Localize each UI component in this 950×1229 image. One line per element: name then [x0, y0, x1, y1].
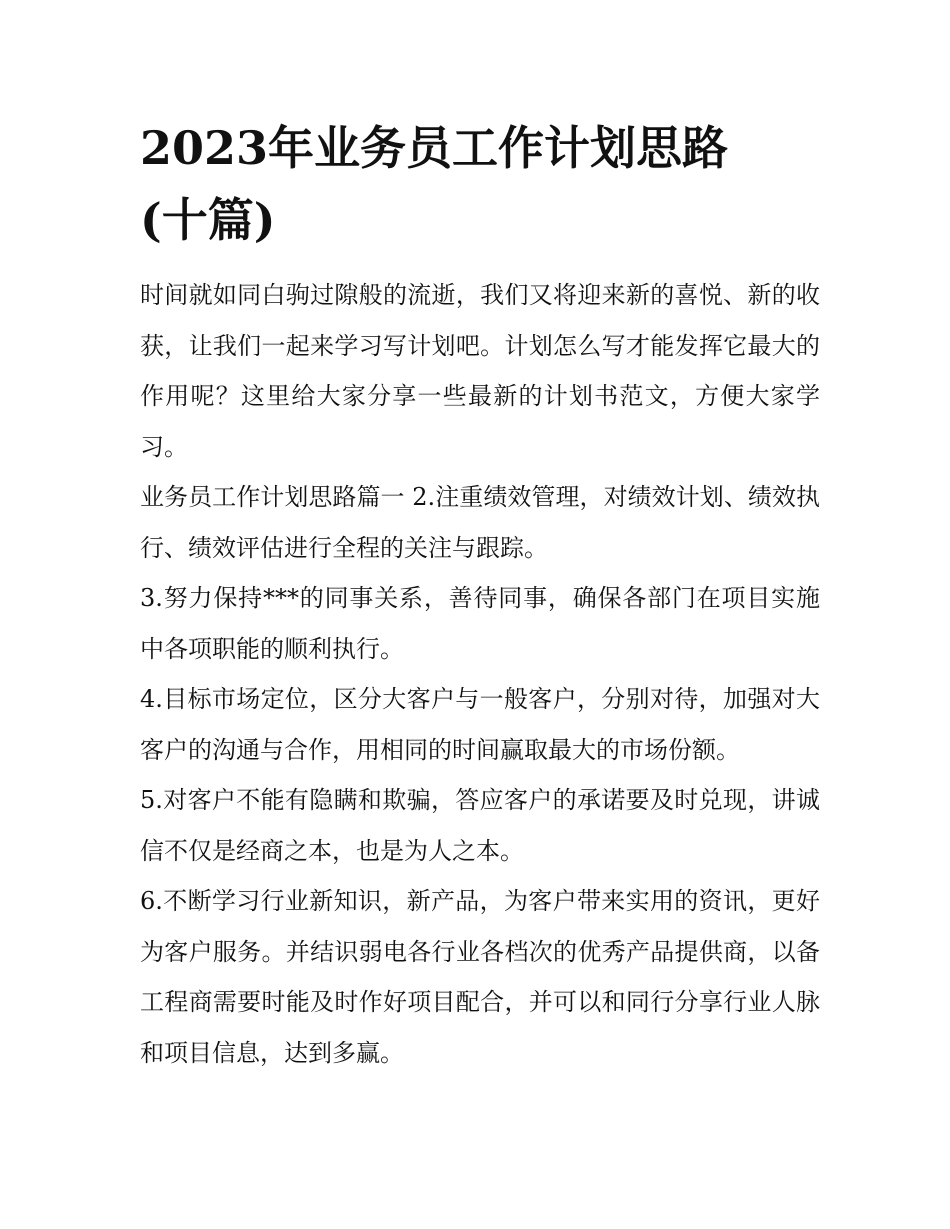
paragraph-item-4: 4.目标市场定位，区分大客户与一般客户，分别对待，加强对大客户的沟通与合作，用相同的时间赢取最大的市场份额。	[140, 685, 820, 764]
paragraph-intro: 时间就如同白驹过隙般的流逝，我们又将迎来新的喜悦、新的收获，让我们一起来学习写计划吧。计划怎么写才能发挥它最大的作用呢？这里给大家分享一些最新的计划书范文，方便大家学习。	[140, 281, 820, 461]
title-line-2: (十篇)	[140, 193, 276, 247]
title-line-1: 2023年业务员工作计划思路	[140, 121, 729, 175]
paragraph-item-2: 业务员工作计划思路篇一 2.注重绩效管理，对绩效计划、绩效执行、绩效评估进行全程的关注与跟踪。	[140, 483, 820, 562]
paragraph-item-6: 6.不断学习行业新知识，新产品，为客户带来实用的资讯，更好为客户服务。并结识弱电各行业各档次的优秀产品提供商，以备工程商需要时能及时作好项目配合，并可以和同行分享行业人脉和项目信息，达到多赢。	[140, 887, 820, 1067]
document-body	[140, 112, 820, 1078]
document-title	[140, 112, 820, 256]
paragraph-item-5: 5.对客户不能有隐瞒和欺骗，答应客户的承诺要及时兑现，讲诚信不仅是经商之本，也是为人之本。	[140, 786, 820, 865]
paragraph-item-3: 3.努力保持***的同事关系，善待同事，确保各部门在项目实施中各项职能的顺利执行。	[140, 584, 820, 663]
